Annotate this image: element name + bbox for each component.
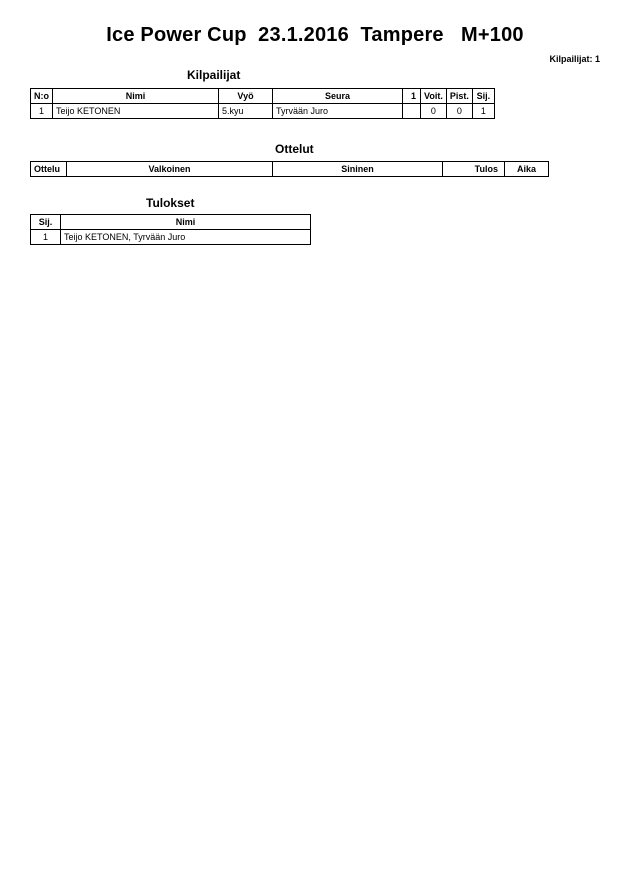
- cell-result-rank: 1: [31, 230, 61, 245]
- table-header-row: [31, 215, 311, 230]
- cell-club: Tyrvään Juro: [273, 104, 403, 119]
- table-row: [31, 104, 495, 119]
- cell-points: 0: [446, 104, 472, 119]
- column-header-result: Tulos: [443, 162, 505, 177]
- column-header-time: Aika: [505, 162, 549, 177]
- column-header-result-name: Nimi: [61, 215, 311, 230]
- column-header-number: N:o: [31, 89, 53, 104]
- column-header-points: Pist.: [446, 89, 472, 104]
- results-section-caption: Tulokset: [146, 196, 195, 210]
- table-row: [31, 230, 311, 245]
- competitors-section-caption: Kilpailijat: [187, 68, 241, 82]
- cell-number: 1: [31, 104, 53, 119]
- cell-wins: 0: [421, 104, 447, 119]
- column-header-name: Nimi: [53, 89, 219, 104]
- matches-table: [30, 161, 549, 177]
- cell-name: Teijo KETONEN: [53, 104, 219, 119]
- competitor-count-badge: Kilpailijat: 1: [549, 54, 600, 64]
- column-header-blue: Sininen: [273, 162, 443, 177]
- column-header-result-rank: Sij.: [31, 215, 61, 230]
- cell-rank: 1: [472, 104, 494, 119]
- results-table: [30, 214, 311, 245]
- column-header-white: Valkoinen: [67, 162, 273, 177]
- table-header-row: [31, 162, 549, 177]
- table-header-row: [31, 89, 495, 104]
- column-header-wins: Voit.: [421, 89, 447, 104]
- matches-section-caption: Ottelut: [275, 142, 314, 156]
- column-header-belt: Vyö: [219, 89, 273, 104]
- column-header-club: Seura: [273, 89, 403, 104]
- cell-result-name: Teijo KETONEN, Tyrvään Juro: [61, 230, 311, 245]
- competitors-table: [30, 88, 495, 119]
- page-title: Ice Power Cup 23.1.2016 Tampere M+100: [106, 24, 524, 46]
- column-header-match-number: Ottelu: [31, 162, 67, 177]
- column-header-seed: 1: [403, 89, 421, 104]
- column-header-rank: Sij.: [472, 89, 494, 104]
- cell-belt: 5.kyu: [219, 104, 273, 119]
- cell-seed: [403, 104, 421, 119]
